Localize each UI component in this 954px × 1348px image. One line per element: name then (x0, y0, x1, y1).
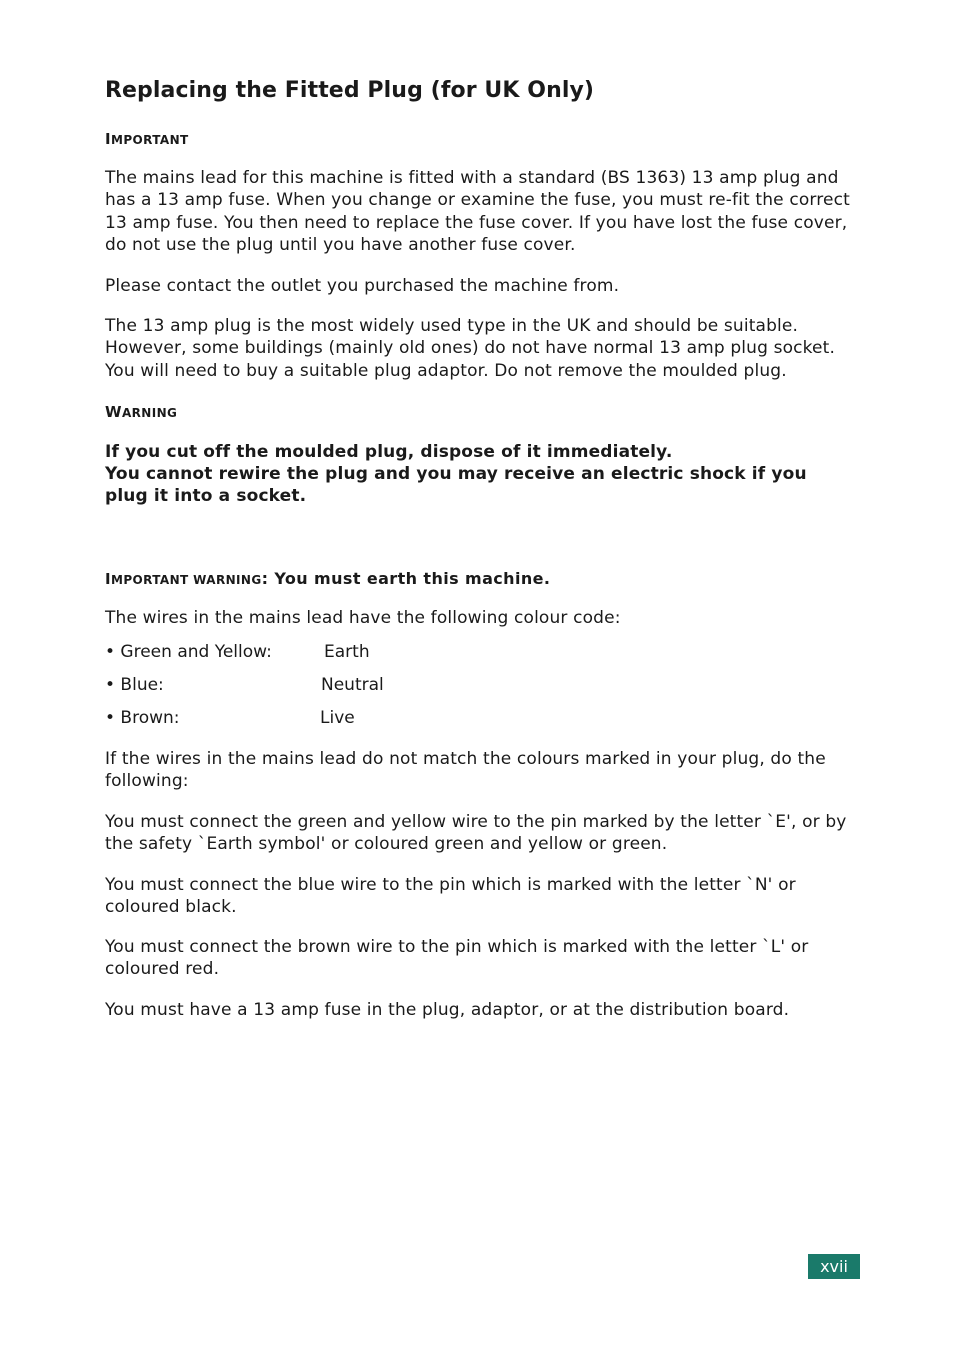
warning-heading (105, 402, 177, 423)
fuse-paragraph: You must have a 13 amp fuse in the plug, adaptor, or at the distribution board. (105, 1000, 790, 1020)
important-heading-rest: MPORTANT (110, 133, 189, 147)
colour-code-label: • Brown: (105, 708, 180, 728)
important-heading (105, 129, 189, 150)
warning-line-1: If you cut off the moulded plug, dispose of it immediately. (105, 442, 673, 462)
warning-heading-initial: W (105, 403, 122, 421)
important-warning-suffix: : You must earth this machine. (261, 569, 551, 588)
page-title: Replacing the Fitted Plug (for UK Only) (105, 78, 595, 103)
colour-code-value: Earth (324, 642, 370, 662)
brown-wire-paragraph: You must connect the brown wire to the pin which is marked with the letter `L' or coloured red. (105, 937, 809, 980)
important-warning-initial: I (105, 570, 111, 588)
plug-paragraph: The 13 amp plug is the most widely used type in the UK and should be suitable. However, some buildings (mainly old ones) do not have normal 13 amp plug socket. You will need to buy a suitable plug adaptor. Do not remove the moulded plug. (105, 316, 836, 381)
important-paragraph: The mains lead for this machine is fitted with a standard (BS 1363) 13 amp plug and has a 13 amp fuse. When you change or examine the fuse, you must re-fit the correct 13 amp fuse. You then need to replace the fuse cover. If you have lost the fuse cover, do not use the plug until you have another fuse cover. (105, 168, 850, 256)
important-heading-initial: I (105, 130, 111, 148)
contact-paragraph: Please contact the outlet you purchased the machine from. (105, 276, 620, 296)
blue-wire-paragraph: You must connect the blue wire to the pin which is marked with the letter `N' or coloured black. (105, 875, 796, 918)
important-warning-heading (105, 569, 550, 590)
colour-code-value: Neutral (321, 675, 384, 695)
colour-intro: The wires in the mains lead have the following colour code: (105, 608, 621, 628)
important-warning-word: WARNING (193, 573, 262, 587)
mismatch-paragraph: If the wires in the mains lead do not match the colours marked in your plug, do the following: (105, 749, 826, 792)
warning-line-2: You cannot rewire the plug and you may receive an electric shock if you plug it into a socket. (105, 464, 807, 507)
warning-heading-rest: ARNING (121, 406, 178, 420)
page-number-badge: xvii (808, 1254, 860, 1279)
important-warning-rest: MPORTANT (110, 573, 194, 587)
colour-code-label: • Green and Yellow: (105, 642, 272, 662)
colour-code-value: Live (320, 708, 355, 728)
green-wire-paragraph: You must connect the green and yellow wire to the pin marked by the letter `E', or by the safety `Earth symbol' or coloured green and yellow or green. (105, 812, 847, 855)
colour-code-label: • Blue: (105, 675, 164, 695)
